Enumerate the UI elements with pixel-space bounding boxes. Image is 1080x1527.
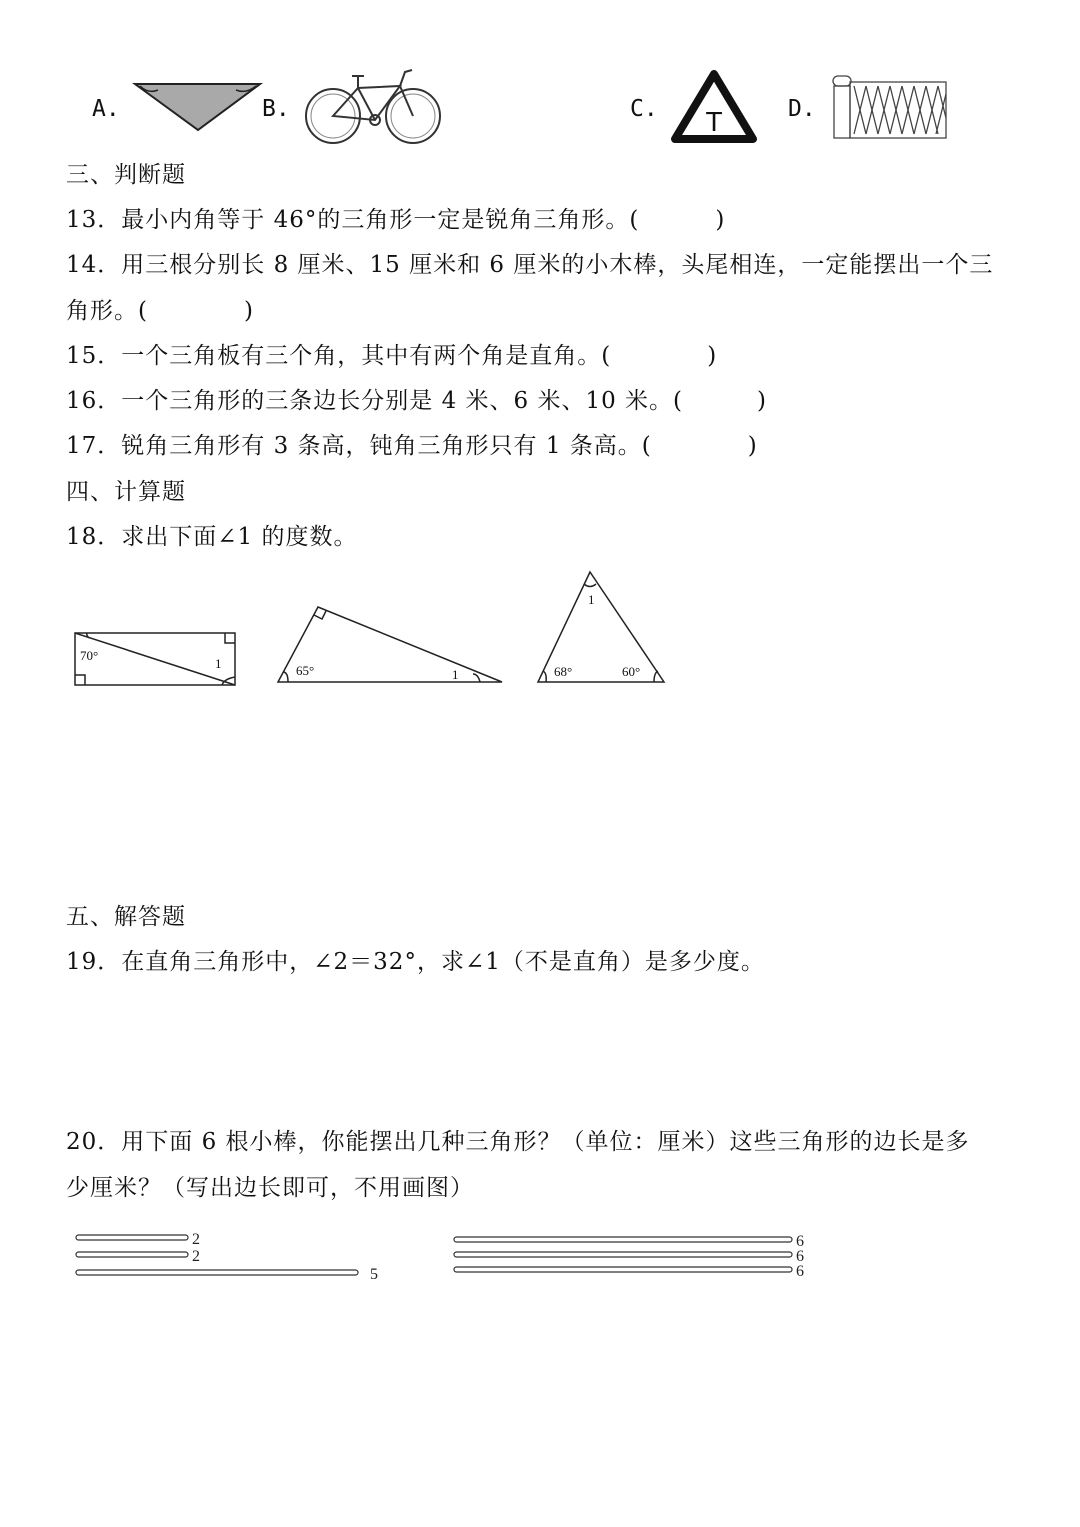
right-triangle-figure [274, 602, 506, 686]
stick-2-b [76, 1252, 188, 1257]
option-b-label: B. [262, 96, 290, 122]
question-14-line2 [66, 296, 254, 326]
question-17-close: ) [747, 433, 758, 459]
stick-label-6-b: 6 [796, 1248, 804, 1265]
acute-triangle-figure [534, 568, 670, 686]
traffic-sign-icon [670, 68, 758, 144]
stick-label-6-c: 6 [796, 1263, 804, 1280]
stick-label-2-b: 2 [192, 1248, 200, 1265]
section-judge-heading: 三、判断题 [66, 162, 186, 188]
acute-triangle-angle-1: 1 [588, 592, 595, 607]
triangle-scarf-icon [132, 80, 264, 136]
question-13-close: ) [715, 207, 726, 233]
question-17-text: 17．锐角三角形有 3 条高，钝角三角形只有 1 条高。( [66, 433, 652, 459]
section-calc-heading: 四、计算题 [66, 479, 186, 505]
section-solve-heading: 五、解答题 [66, 904, 186, 930]
question-19: 19．在直角三角形中，∠2＝32°，求∠1（不是直角）是多少度。 [66, 949, 765, 975]
question-14-line1: 14．用三根分别长 8 厘米、15 厘米和 6 厘米的小木棒，头尾相连，一定能摆出一个三 [66, 252, 994, 278]
question-17 [66, 431, 758, 461]
right-triangle-angle-65: 65° [296, 663, 315, 678]
question-15-text: 15．一个三角板有三个角，其中有两个角是直角。( [66, 343, 612, 369]
sticks-right-group [450, 1228, 820, 1284]
stick-label-5: 5 [370, 1266, 378, 1283]
question-15 [66, 341, 717, 371]
question-20-line2: 少厘米？（写出边长即可，不用画图） [66, 1175, 474, 1201]
question-16-text: 16．一个三角形的三条边长分别是 4 米、6 米、10 米。( [66, 388, 684, 414]
option-c-label: C. [630, 96, 658, 122]
option-a-label: A. [92, 96, 120, 122]
sticks-left-group [72, 1228, 392, 1284]
stick-5 [76, 1270, 358, 1275]
stick-2-a [76, 1235, 188, 1240]
stick-label-6-a: 6 [796, 1233, 804, 1250]
question-15-close: ) [707, 343, 718, 369]
retractable-gate-icon [830, 72, 950, 142]
question-20-line1: 20．用下面 6 根小棒，你能摆出几种三角形？（单位：厘米）这些三角形的边长是多 [66, 1129, 970, 1155]
option-d-label: D. [788, 96, 816, 122]
rectangle-diagonal-figure [70, 626, 242, 690]
rectangle-angle-70: 70° [80, 648, 99, 663]
question-13-text: 13．最小内角等于 46°的三角形一定是锐角三角形。( [66, 207, 640, 233]
stick-6-c [454, 1267, 792, 1272]
question-16-close: ) [757, 388, 768, 414]
stick-6-a [454, 1237, 792, 1242]
rectangle-angle-1: 1 [215, 656, 222, 671]
stick-label-2-a: 2 [192, 1231, 200, 1248]
right-triangle-angle-1: 1 [452, 667, 459, 682]
question-13 [66, 205, 725, 235]
traffic-sign-letter: T [705, 106, 723, 137]
question-14-text: 角形。( [66, 298, 148, 324]
question-18: 18．求出下面∠1 的度数。 [66, 524, 358, 550]
question-16 [66, 386, 767, 416]
question-14-close: ) [243, 298, 254, 324]
bicycle-icon [302, 64, 444, 148]
stick-6-b [454, 1252, 792, 1257]
acute-triangle-angle-60: 60° [622, 664, 641, 679]
acute-triangle-angle-68: 68° [554, 664, 573, 679]
